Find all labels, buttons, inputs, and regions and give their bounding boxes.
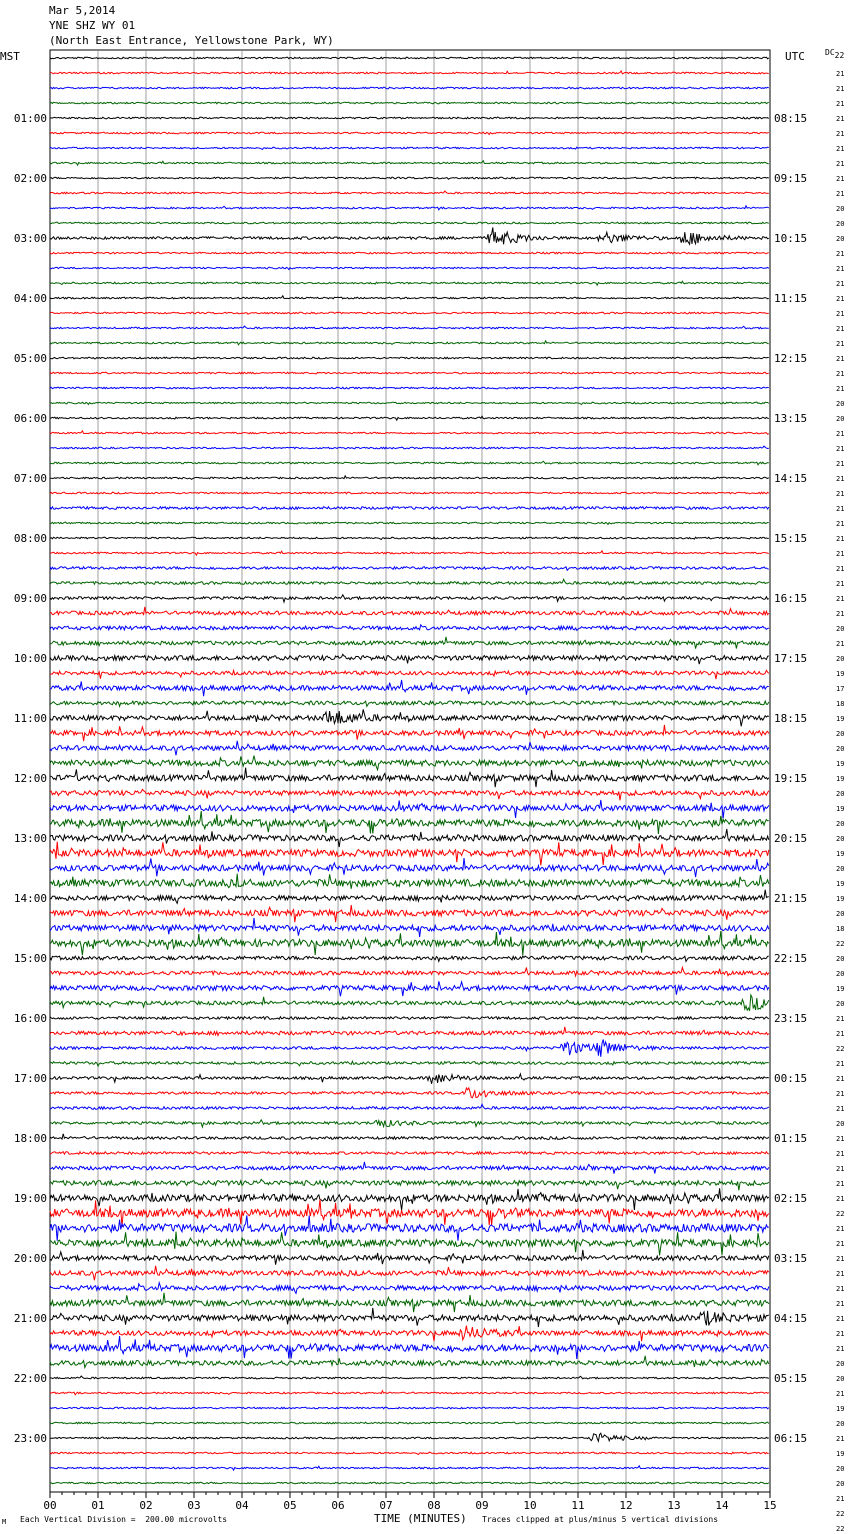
dc-offset-label: 21 [836, 1060, 845, 1068]
seismic-trace [50, 725, 769, 741]
seismic-trace [50, 87, 769, 89]
dc-offset-label: 19 [836, 670, 845, 678]
dc-offset-label: 19 [836, 1405, 845, 1413]
seismic-trace [50, 461, 769, 465]
seismic-trace [50, 1120, 769, 1127]
seismic-trace [50, 431, 769, 434]
seismic-trace [50, 1188, 769, 1210]
seismic-trace [50, 1134, 769, 1140]
left-hour-label: 23:00 [13, 1432, 47, 1445]
x-tick-label: 07 [379, 1499, 393, 1512]
dc-offset-label: 22 [836, 1045, 845, 1053]
dc-offset-label: 20 [836, 1000, 845, 1008]
seismic-trace [50, 637, 769, 649]
x-tick-label: 03 [187, 1499, 201, 1512]
x-tick-label: 01 [91, 1499, 105, 1512]
dc-offset-label: 19 [836, 805, 845, 813]
seismic-trace [50, 1179, 769, 1190]
dc-offset-label: 21 [836, 1435, 845, 1443]
seismic-trace [50, 147, 769, 149]
seismic-trace [50, 654, 769, 664]
dc-offset-label: 21 [836, 115, 845, 123]
left-hour-label: 10:00 [13, 652, 47, 665]
seismic-trace [50, 281, 769, 285]
dc-offset-label: 20 [836, 745, 845, 753]
seismic-trace [50, 1376, 769, 1379]
seismic-trace [50, 1040, 769, 1057]
dc-offset-label: 20 [836, 415, 845, 423]
seismic-trace [50, 595, 769, 602]
dc-offset-label: 20 [836, 865, 845, 873]
dc-offset-label: 20 [836, 1420, 845, 1428]
seismic-trace [50, 858, 769, 877]
seismic-trace [50, 1074, 769, 1084]
dc-offset-label: 21 [836, 1270, 845, 1278]
x-axis-label: TIME (MINUTES) [374, 1512, 467, 1525]
dc-offset-label: 20 [836, 835, 845, 843]
seismic-trace [50, 522, 769, 525]
seismic-trace [50, 1027, 769, 1036]
seismic-trace [50, 1017, 769, 1020]
right-hour-label: 23:15 [774, 1012, 808, 1025]
right-hour-label: 22:15 [774, 952, 808, 965]
seismic-trace [50, 981, 769, 996]
left-hour-label: 20:00 [13, 1252, 47, 1265]
right-hour-label: 21:15 [774, 892, 808, 905]
dc-offset-label: 21 [836, 475, 845, 483]
left-hour-label: 22:00 [13, 1372, 47, 1385]
dc-offset-label: 21 [836, 640, 845, 648]
dc-offset-label: 21 [836, 1240, 845, 1248]
x-tick-label: 00 [43, 1499, 57, 1512]
seismic-trace [50, 607, 769, 615]
dc-offset-label: 21 [836, 1330, 845, 1338]
seismic-trace [50, 507, 769, 510]
seismic-trace [50, 71, 769, 74]
seismic-trace [50, 177, 769, 179]
right-hour-label: 02:15 [774, 1192, 808, 1205]
dc-offset-label: 21 [836, 1030, 845, 1038]
left-hour-label: 19:00 [13, 1192, 47, 1205]
seismic-trace [50, 956, 769, 961]
seismic-trace [50, 387, 769, 389]
seismic-trace [50, 57, 769, 59]
dc-offset-label: 19 [836, 1450, 845, 1458]
dc-offset-label: 19 [836, 895, 845, 903]
dc-first-value: 22 [834, 51, 845, 60]
right-timezone-label: UTC [785, 50, 805, 63]
x-tick-label: 06 [331, 1499, 345, 1512]
dc-offset-label: 21 [836, 1135, 845, 1143]
x-tick-label: 11 [571, 1499, 585, 1512]
dc-offset-label: 21 [836, 460, 845, 468]
dc-offset-label: 21 [836, 520, 845, 528]
dc-offset-label: 21 [836, 430, 845, 438]
seismic-trace [50, 1088, 769, 1098]
left-hour-label: 14:00 [13, 892, 47, 905]
station-location: (North East Entrance, Yellowstone Park, WY) [49, 34, 334, 47]
right-hour-label: 03:15 [774, 1252, 808, 1265]
dc-offset-label: 17 [836, 685, 845, 693]
seismic-trace [50, 931, 769, 955]
dc-offset-label: 21 [836, 295, 845, 303]
dc-offset-label: 21 [836, 1105, 845, 1113]
dc-offset-label: 18 [836, 700, 845, 708]
right-hour-label: 13:15 [774, 412, 808, 425]
right-hour-label: 06:15 [774, 1432, 808, 1445]
dc-offset-label: 22 [836, 1210, 845, 1218]
left-hour-label: 18:00 [13, 1132, 47, 1145]
seismic-trace [50, 537, 769, 539]
dc-offset-label: 21 [836, 565, 845, 573]
right-hour-label: 09:15 [774, 172, 808, 185]
dc-offset-label: 21 [836, 490, 845, 498]
seismic-trace [50, 312, 769, 314]
dc-offset-label: 21 [836, 130, 845, 138]
dc-offset-label: 21 [836, 1345, 845, 1353]
seismic-trace [50, 1433, 769, 1441]
seismic-trace [50, 800, 769, 818]
right-hour-label: 20:15 [774, 832, 808, 845]
right-hour-label: 14:15 [774, 472, 808, 485]
left-hour-label: 11:00 [13, 712, 47, 725]
right-hour-label: 15:15 [774, 532, 808, 545]
seismic-trace [50, 1199, 769, 1227]
left-hour-label: 05:00 [13, 352, 47, 365]
dc-offset-label: 21 [836, 85, 845, 93]
left-hour-label: 09:00 [13, 592, 47, 605]
dc-offset-label: 20 [836, 1480, 845, 1488]
left-hour-label: 04:00 [13, 292, 47, 305]
dc-offset-label: 21 [836, 1150, 845, 1158]
dc-offset-label: 21 [836, 535, 845, 543]
dc-offset-label: 19 [836, 850, 845, 858]
right-hour-label: 08:15 [774, 112, 808, 125]
dc-offset-label: 21 [836, 1225, 845, 1233]
seismic-trace [50, 1061, 769, 1066]
right-hour-label: 17:15 [774, 652, 808, 665]
seismic-trace [50, 476, 769, 480]
dc-offset-label: 21 [836, 280, 845, 288]
seismic-trace [50, 132, 769, 134]
seismic-trace [50, 206, 769, 210]
right-hour-label: 10:15 [774, 232, 808, 245]
right-hour-label: 11:15 [774, 292, 808, 305]
seismic-trace [50, 1250, 769, 1265]
seismic-trace [50, 567, 769, 571]
x-tick-label: 13 [667, 1499, 681, 1512]
left-hour-label: 13:00 [13, 832, 47, 845]
right-hour-label: 01:15 [774, 1132, 808, 1145]
seismic-trace [50, 161, 769, 165]
seismic-trace [50, 252, 769, 254]
dc-offset-label: 20 [836, 625, 845, 633]
right-hour-label: 12:15 [774, 352, 808, 365]
seismic-trace [50, 227, 769, 244]
seismic-trace [50, 222, 769, 224]
x-tick-label: 08 [427, 1499, 441, 1512]
seismic-trace [50, 625, 769, 631]
dc-offset-label: 20 [836, 955, 845, 963]
seismic-trace [50, 341, 769, 345]
left-hour-label: 03:00 [13, 232, 47, 245]
seismic-trace [50, 756, 769, 770]
dc-offset-label: 21 [836, 1315, 845, 1323]
left-hour-label: 06:00 [13, 412, 47, 425]
seismic-trace [50, 1215, 769, 1240]
left-timezone-label: MST [0, 50, 20, 63]
dc-offset-label: 21 [836, 1165, 845, 1173]
seismic-trace [50, 117, 769, 119]
dc-offset-label: 20 [836, 655, 845, 663]
dc-offset-label: 21 [836, 355, 845, 363]
seismic-trace [50, 1422, 769, 1424]
seismic-trace [50, 1356, 769, 1368]
dc-offset-label: 19 [836, 760, 845, 768]
seismic-trace [50, 357, 769, 359]
dc-offset-label: 21 [836, 340, 845, 348]
seismic-trace [50, 1152, 769, 1155]
x-tick-label: 12 [619, 1499, 633, 1512]
seismic-trace [50, 768, 769, 788]
dc-offset-label: 21 [836, 445, 845, 453]
left-hour-label: 02:00 [13, 172, 47, 185]
dc-offset-label: 21 [836, 1390, 845, 1398]
dc-offset-label: 19 [836, 715, 845, 723]
dc-offset-label: 21 [836, 1300, 845, 1308]
dc-offset-label: 20 [836, 1360, 845, 1368]
dc-offset-label: 21 [836, 265, 845, 273]
dc-offset-label: 21 [836, 370, 845, 378]
seismic-trace [50, 918, 769, 937]
seismic-trace [50, 670, 769, 679]
x-tick-label: 14 [715, 1499, 729, 1512]
right-hour-label: 19:15 [774, 772, 808, 785]
seismic-trace [50, 811, 769, 834]
left-hour-label: 15:00 [13, 952, 47, 965]
left-hour-label: 16:00 [13, 1012, 47, 1025]
seismic-trace [50, 1391, 769, 1395]
dc-offset-label: 21 [836, 505, 845, 513]
seismic-trace [50, 446, 769, 449]
seismic-trace [50, 1266, 769, 1281]
x-tick-label: 15 [763, 1499, 777, 1512]
dc-offset-label: 20 [836, 400, 845, 408]
dc-offset-label: 21 [836, 1285, 845, 1293]
station-code: YNE SHZ WY 01 [49, 19, 136, 32]
dc-offset-label: 21 [836, 1180, 845, 1188]
right-hour-label: 00:15 [774, 1072, 808, 1085]
right-hour-label: 16:15 [774, 592, 808, 605]
seismic-trace [50, 191, 769, 194]
dc-offset-label: 19 [836, 880, 845, 888]
x-tick-label: 02 [139, 1499, 153, 1512]
corner-mark: M [2, 1518, 7, 1526]
seismic-trace [50, 267, 769, 269]
seismic-trace [50, 551, 769, 555]
left-hour-label: 07:00 [13, 472, 47, 485]
seismic-trace [50, 416, 769, 420]
seismic-trace [50, 1466, 769, 1470]
seismic-trace [50, 1407, 769, 1409]
seismic-trace [50, 296, 769, 299]
dc-offset-label: 20 [836, 205, 845, 213]
dc-offset-label: 21 [836, 175, 845, 183]
left-hour-label: 01:00 [13, 112, 47, 125]
x-tick-label: 09 [475, 1499, 489, 1512]
dc-offset-label: 20 [836, 790, 845, 798]
seismic-trace [50, 1104, 769, 1110]
seismic-trace [50, 701, 769, 706]
dc-offset-label: 21 [836, 325, 845, 333]
seismic-trace [50, 829, 769, 847]
seismic-trace [50, 842, 769, 866]
dc-offset-label: 21 [836, 1195, 845, 1203]
dc-offset-label: 21 [836, 595, 845, 603]
dc-offset-label: 21 [836, 1090, 845, 1098]
seismic-trace [50, 1308, 769, 1327]
clip-note: Traces clipped at plus/minus 5 vertical divisions [482, 1515, 719, 1524]
dc-offset-label: 19 [836, 985, 845, 993]
seismic-trace [50, 995, 769, 1011]
right-hour-label: 18:15 [774, 712, 808, 725]
seismic-trace [50, 680, 769, 696]
seismic-trace [50, 579, 769, 585]
seismic-trace [50, 1293, 769, 1313]
dc-offset-label: 20 [836, 1120, 845, 1128]
seismic-trace [50, 1326, 769, 1342]
seismic-trace [50, 741, 769, 756]
plot-date: Mar 5,2014 [49, 4, 116, 17]
dc-offset-label: 21 [836, 385, 845, 393]
left-hour-label: 12:00 [13, 772, 47, 785]
seismic-trace [50, 1283, 769, 1294]
dc-offset-label: 21 [836, 250, 845, 258]
seismic-trace [50, 326, 769, 329]
seismic-trace [50, 905, 769, 922]
dc-offset-label: 21 [836, 190, 845, 198]
seismic-trace [50, 1482, 769, 1484]
dc-offset-label: 20 [836, 1465, 845, 1473]
seismic-trace [50, 890, 769, 904]
dc-offset-label: 19 [836, 775, 845, 783]
x-tick-label: 10 [523, 1499, 537, 1512]
dc-offset-label: 20 [836, 820, 845, 828]
dc-offset-label: 21 [836, 1015, 845, 1023]
scale-note: Each Vertical Division = 200.00 microvolts [20, 1515, 228, 1524]
left-hour-label: 08:00 [13, 532, 47, 545]
dc-offset-label: 21 [836, 100, 845, 108]
dc-offset-label: 20 [836, 1375, 845, 1383]
right-hour-label: 04:15 [774, 1312, 808, 1325]
dc-offset-label: 18 [836, 925, 845, 933]
dc-offset-label: 21 [836, 70, 845, 78]
seismic-trace [50, 402, 769, 404]
left-hour-label: 17:00 [13, 1072, 47, 1085]
dc-offset-label: 20 [836, 970, 845, 978]
dc-offset-label: 22 [836, 1525, 845, 1533]
right-hour-label: 05:15 [774, 1372, 808, 1385]
dc-offset-label: 20 [836, 220, 845, 228]
seismic-trace [50, 372, 769, 374]
x-tick-label: 05 [283, 1499, 297, 1512]
seismic-trace [50, 1336, 769, 1359]
seismic-trace [50, 874, 769, 889]
x-tick-label: 04 [235, 1499, 249, 1512]
seismic-trace [50, 1452, 769, 1454]
seismic-trace [50, 709, 769, 726]
seismic-trace [50, 968, 769, 977]
dc-offset-label: 22 [836, 940, 845, 948]
dc-offset-label: 21 [836, 580, 845, 588]
dc-offset-label: 21 [836, 160, 845, 168]
seismic-trace [50, 1162, 769, 1174]
dc-offset-label: 20 [836, 910, 845, 918]
plot-frame [50, 50, 770, 1492]
seismic-trace [50, 1232, 769, 1256]
dc-offset-label: 21 [836, 1255, 845, 1263]
dc-offset-label: 21 [836, 610, 845, 618]
dc-offset-label: 21 [836, 1075, 845, 1083]
dc-label-text: DC [825, 48, 835, 57]
left-hour-label: 21:00 [13, 1312, 47, 1325]
seismic-trace [50, 789, 769, 800]
dc-offset-label: 21 [836, 145, 845, 153]
seismic-trace [50, 102, 769, 104]
dc-offset-label: 20 [836, 730, 845, 738]
dc-offset-label: 21 [836, 1495, 845, 1503]
seismic-trace [50, 492, 769, 494]
dc-offset-label: 21 [836, 310, 845, 318]
dc-offset-label: 22 [836, 1510, 845, 1518]
dc-offset-label: 20 [836, 235, 845, 243]
dc-offset-label: 21 [836, 550, 845, 558]
